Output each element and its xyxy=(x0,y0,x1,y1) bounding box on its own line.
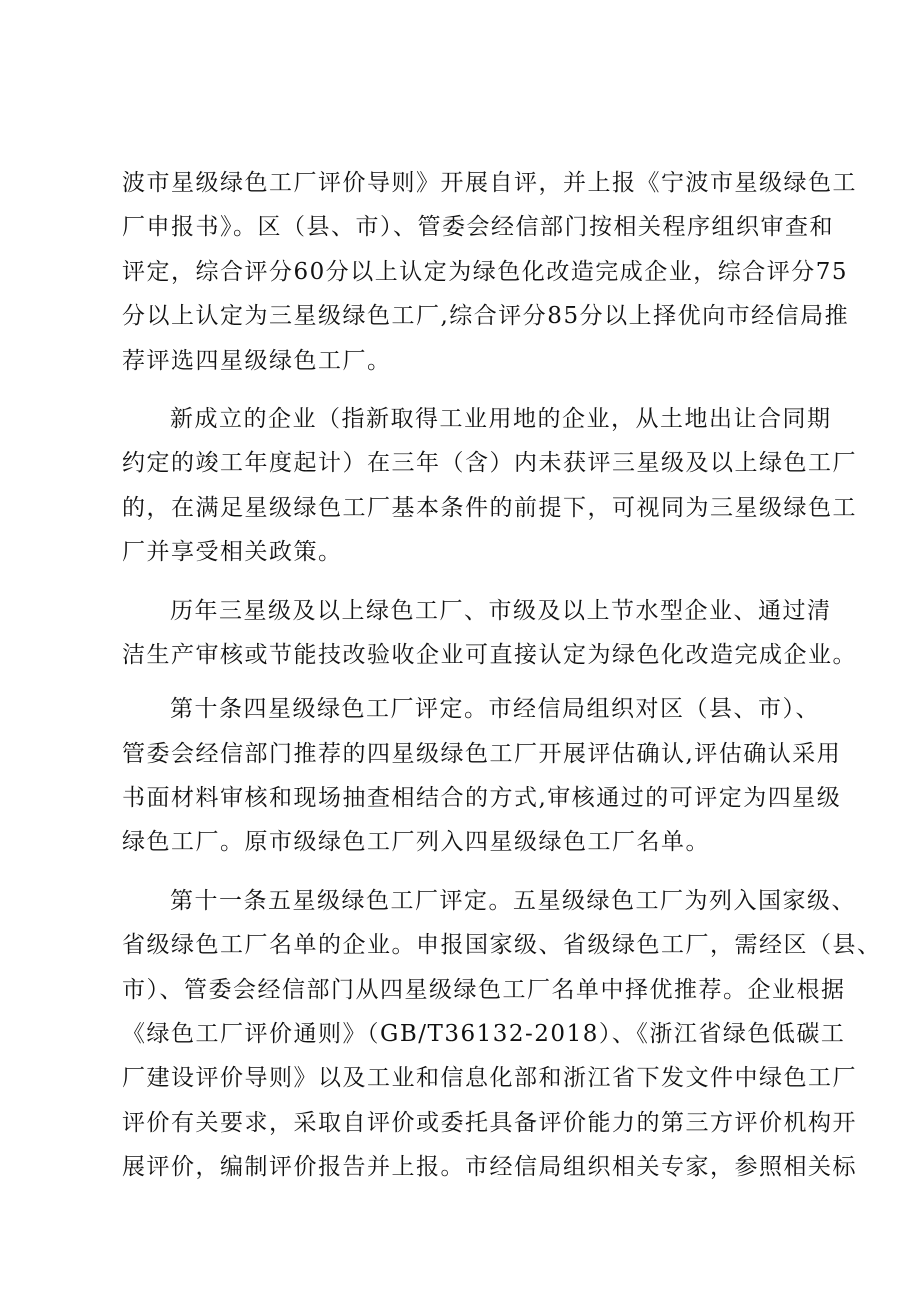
text-line: 波市星级绿色工厂评价导则》开展自评，并上报《宁波市星级绿色工 xyxy=(122,170,857,196)
text-line: 约定的竣工年度起计）在三年（含）内未获评三星级及以上绿色工厂 xyxy=(122,450,857,477)
text-line: 第十条四星级绿色工厂评定。市经信局组织对区（县、市）、 xyxy=(170,696,820,723)
text-line: 第十一条五星级绿色工厂评定。五星级绿色工厂为列入国家级、 xyxy=(170,887,856,914)
text-line: 历年三星级及以上绿色工厂、市级及以上节水型企业、通过清 xyxy=(170,597,832,624)
text-line: 的，在满足星级绿色工厂基本条件的前提下，可视同为三星级绿色工 xyxy=(122,494,857,521)
text-line: 管委会经信部门推荐的四星级绿色工厂开展评估确认,评估确认采用 xyxy=(122,740,842,767)
document-body xyxy=(122,161,882,1190)
text-line: 评价有关要求，采取自评价或委托具备评价能力的第三方评价机构开 xyxy=(122,1109,857,1136)
text-line: 市）、管委会经信部门从四星级绿色工厂名单中择优推荐。企业根据 xyxy=(122,976,846,1003)
text-line: 分以上认定为三星级绿色工厂,综合评分85分以上择优向市经信局推 xyxy=(122,303,850,330)
text-line: 绿色工厂。原市级绿色工厂列入四星级绿色工厂名单。 xyxy=(122,829,710,856)
text-line: 厂并享受相关政策。 xyxy=(122,539,343,566)
paragraph xyxy=(122,879,882,1190)
text-line: 省级绿色工厂名单的企业。申报国家级、省级绿色工厂，需经区（县、 xyxy=(122,932,882,959)
paragraph xyxy=(122,687,842,865)
text-line: 书面材料审核和现场抽查相结合的方式,审核通过的可评定为四星级 xyxy=(122,785,842,812)
text-line: 《绿色工厂评价通则》（GB/T36132-2018）、《浙江省绿色低碳工 xyxy=(122,1021,846,1048)
text-line: 洁生产审核或节能技改验收企业可直接认定为绿色化改造完成企业。 xyxy=(122,641,857,668)
paragraph xyxy=(122,589,857,678)
text-line: 展评价，编制评价报告并上报。市经信局组织相关专家，参照相关标 xyxy=(122,1154,857,1181)
text-line: 荐评选四星级绿色工厂。 xyxy=(122,347,392,374)
text-line: 评定，综合评分60分以上认定为绿色化改造完成企业，综合评分75 xyxy=(122,258,849,285)
text-line: 新成立的企业（指新取得工业用地的企业，从土地出让合同期 xyxy=(170,405,832,432)
paragraph xyxy=(122,161,857,383)
text-line: 厂申报书》。区（县、市）、管委会经信部门按相关程序组织审查和 xyxy=(122,214,834,241)
text-line: 厂建设评价导则》以及工业和信息化部和浙江省下发文件中绿色工厂 xyxy=(122,1065,857,1092)
paragraph xyxy=(122,397,857,575)
